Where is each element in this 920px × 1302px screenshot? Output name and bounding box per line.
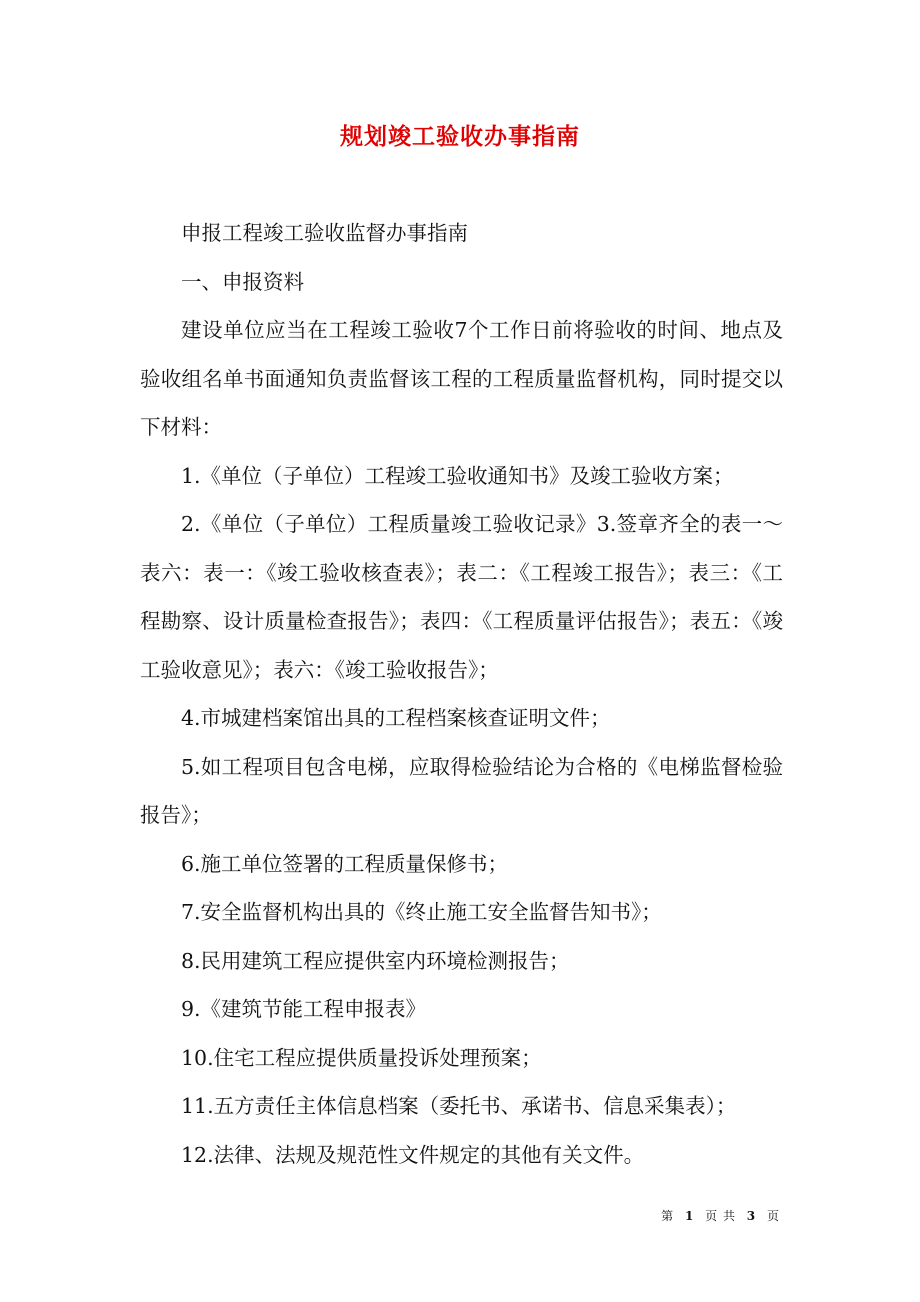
page-footer bbox=[661, 1207, 780, 1224]
paragraph-section-heading: 一、申报资料 bbox=[181, 269, 304, 294]
list-item: 6.施工单位签署的工程质量保修书； bbox=[181, 851, 509, 876]
total-pages-number: 3 bbox=[746, 1209, 757, 1223]
current-page-number: 1 bbox=[684, 1209, 695, 1223]
list-item: 5.如工程项目包含电梯，应取得检验结论为合格的《电梯监督检验报告》； bbox=[140, 754, 783, 827]
list-item: 1.《单位（子单位）工程竣工验收通知书》及竣工验收方案； bbox=[181, 463, 734, 488]
document-title: 规划竣工验收办事指南 bbox=[340, 123, 580, 150]
list-item: 10.住宅工程应提供质量投诉处理预案； bbox=[181, 1045, 542, 1070]
paragraph-intro: 建设单位应当在工程竣工验收7个工作日前将验收的时间、地点及验收组名单书面通知负责监督该工程的工程质量监督机构，同时提交以下材料： bbox=[140, 318, 783, 439]
document-body bbox=[140, 209, 783, 1179]
footer-suffix: 页 bbox=[766, 1209, 780, 1223]
list-item: 4.市城建档案馆出具的工程档案核查证明文件； bbox=[181, 706, 611, 730]
paragraph-subtitle: 申报工程竣工验收监督办事指南 bbox=[181, 221, 468, 245]
list-item: 7.安全监督机构出具的《终止施工安全监督告知书》； bbox=[181, 900, 662, 924]
list-item: 11.五方责任主体信息档案（委托书、承诺书、信息采集表）； bbox=[181, 1094, 737, 1118]
list-item: 9.《建筑节能工程申报表》 bbox=[181, 997, 427, 1021]
list-item: 8.民用建筑工程应提供室内环境检测报告； bbox=[181, 948, 570, 973]
list-item: 2.《单位（子单位）工程质量竣工验收记录》3.签章齐全的表一～表六：表一：《竣工验收核查表》；表二：《工程竣工报告》；表三：《工程勘察、设计质量检查报告》；表四：《工程质量评估报告》；表五：《竣工验收意见》；表六：《竣工验收报告》； bbox=[140, 512, 783, 682]
list-item: 12.法律、法规及规范性文件规定的其他有关文件。 bbox=[181, 1142, 645, 1167]
footer-prefix: 第 bbox=[661, 1209, 675, 1223]
footer-middle: 页 共 bbox=[705, 1209, 736, 1223]
